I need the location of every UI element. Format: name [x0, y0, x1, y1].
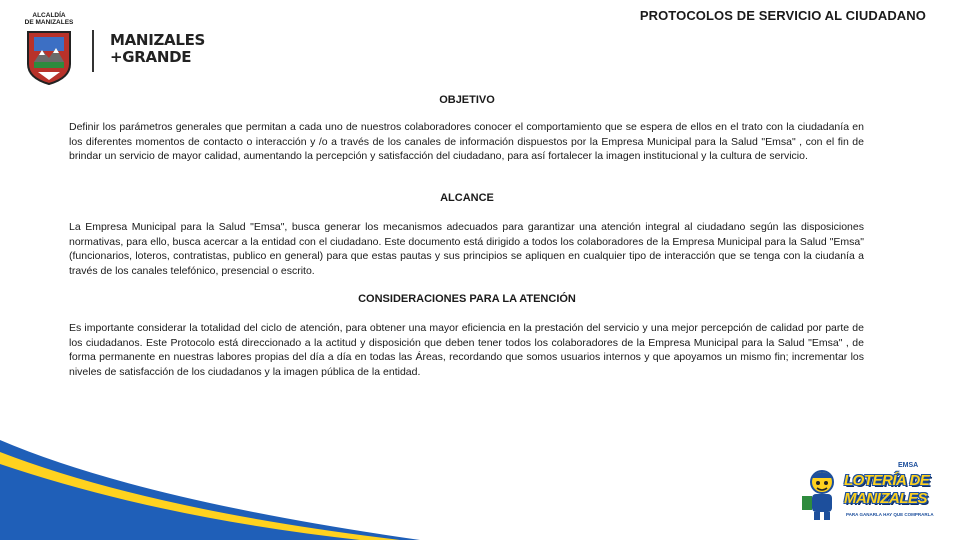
logo-divider [92, 30, 94, 72]
loteria-slogan: PARA GANARLA HAY QUE COMPRARLA [846, 512, 934, 517]
manizales-logo-line2: +GRANDE [110, 48, 192, 66]
section-text-alcance: La Empresa Municipal para la Salud "Emsa", busca generar los mecanismos adecuados para garantizar una atención integral al ciudadano según las disposiciones normativas, para ello, busca acercar a la entidad con el ciudadano. Este documento está dirigido a todos los colaboradores de la Empresa Municipal para la Salud "Emsa" (funcionarios, loteros, contratistas, publico en general) para que estas pautas y sus principios se apliquen en cualquier tipo de interacción que se tenga con la ciudanía a través de los canales telefónico, presencial o escrito. [69, 221, 864, 277]
manizales-logo-line1: MANIZALES [110, 31, 206, 49]
section-text-objetivo: Definir los parámetros generales que permitan a cada uno de nuestros colaboradores conocer el comportamiento que se espera de ellos en el trato con la ciudadanía en los diferentes momentos de contacto o interacción y /o a través de los canales de información dispuestos por la Empresa Municipal para la Salud "Emsa" , con el fin de brindar un servicio de mayor calidad, aumentando la percepción y satisfacción del ciudadano, para así fortalecer la imagen institucional y la cultura de servicio. [69, 121, 864, 163]
section-text-consideraciones: Es importante considerar la totalidad del ciclo de atención, para obtener una mayor eficiencia en la prestación del servicio y una mejor percepción de calidad por parte de los ciudadanos. Este Protocolo está direccionado a la actitud y disposición que deben tener todos los colaboradores de la Empresa Municipal para la Salud "Emsa" , de forma permanente en nuestras labores propias del día a día en todas las Áreas, recordando que somos usuarios internos y que apoyamos un mismo fin; incrementar los niveles de satisfacción de los ciudadanos y la imagen pública de la entidad. [69, 322, 864, 378]
section-heading-objetivo: OBJETIVO [439, 94, 495, 106]
manizales-grande-logo [110, 32, 205, 66]
alcaldia-caption-2: DE MANIZALES [24, 19, 74, 26]
loteria-emsa-label: EMSA [898, 462, 919, 469]
loteria-manizales-logo [800, 462, 935, 524]
coat-of-arms-icon [22, 28, 76, 86]
loteria-logo-line1: LOTERÍA DE [844, 472, 930, 489]
alcaldia-caption-1: ALCALDÍA [32, 12, 66, 19]
alcaldia-logo [22, 12, 76, 86]
section-heading-consideraciones: CONSIDERACIONES PARA LA ATENCIÓN [358, 293, 576, 305]
mascot-icon [800, 466, 842, 522]
section-heading-alcance: ALCANCE [440, 192, 494, 204]
page-title: PROTOCOLOS DE SERVICIO AL CIUDADANO [639, 8, 926, 23]
loteria-logo-line2: MANIZALES [844, 490, 927, 507]
